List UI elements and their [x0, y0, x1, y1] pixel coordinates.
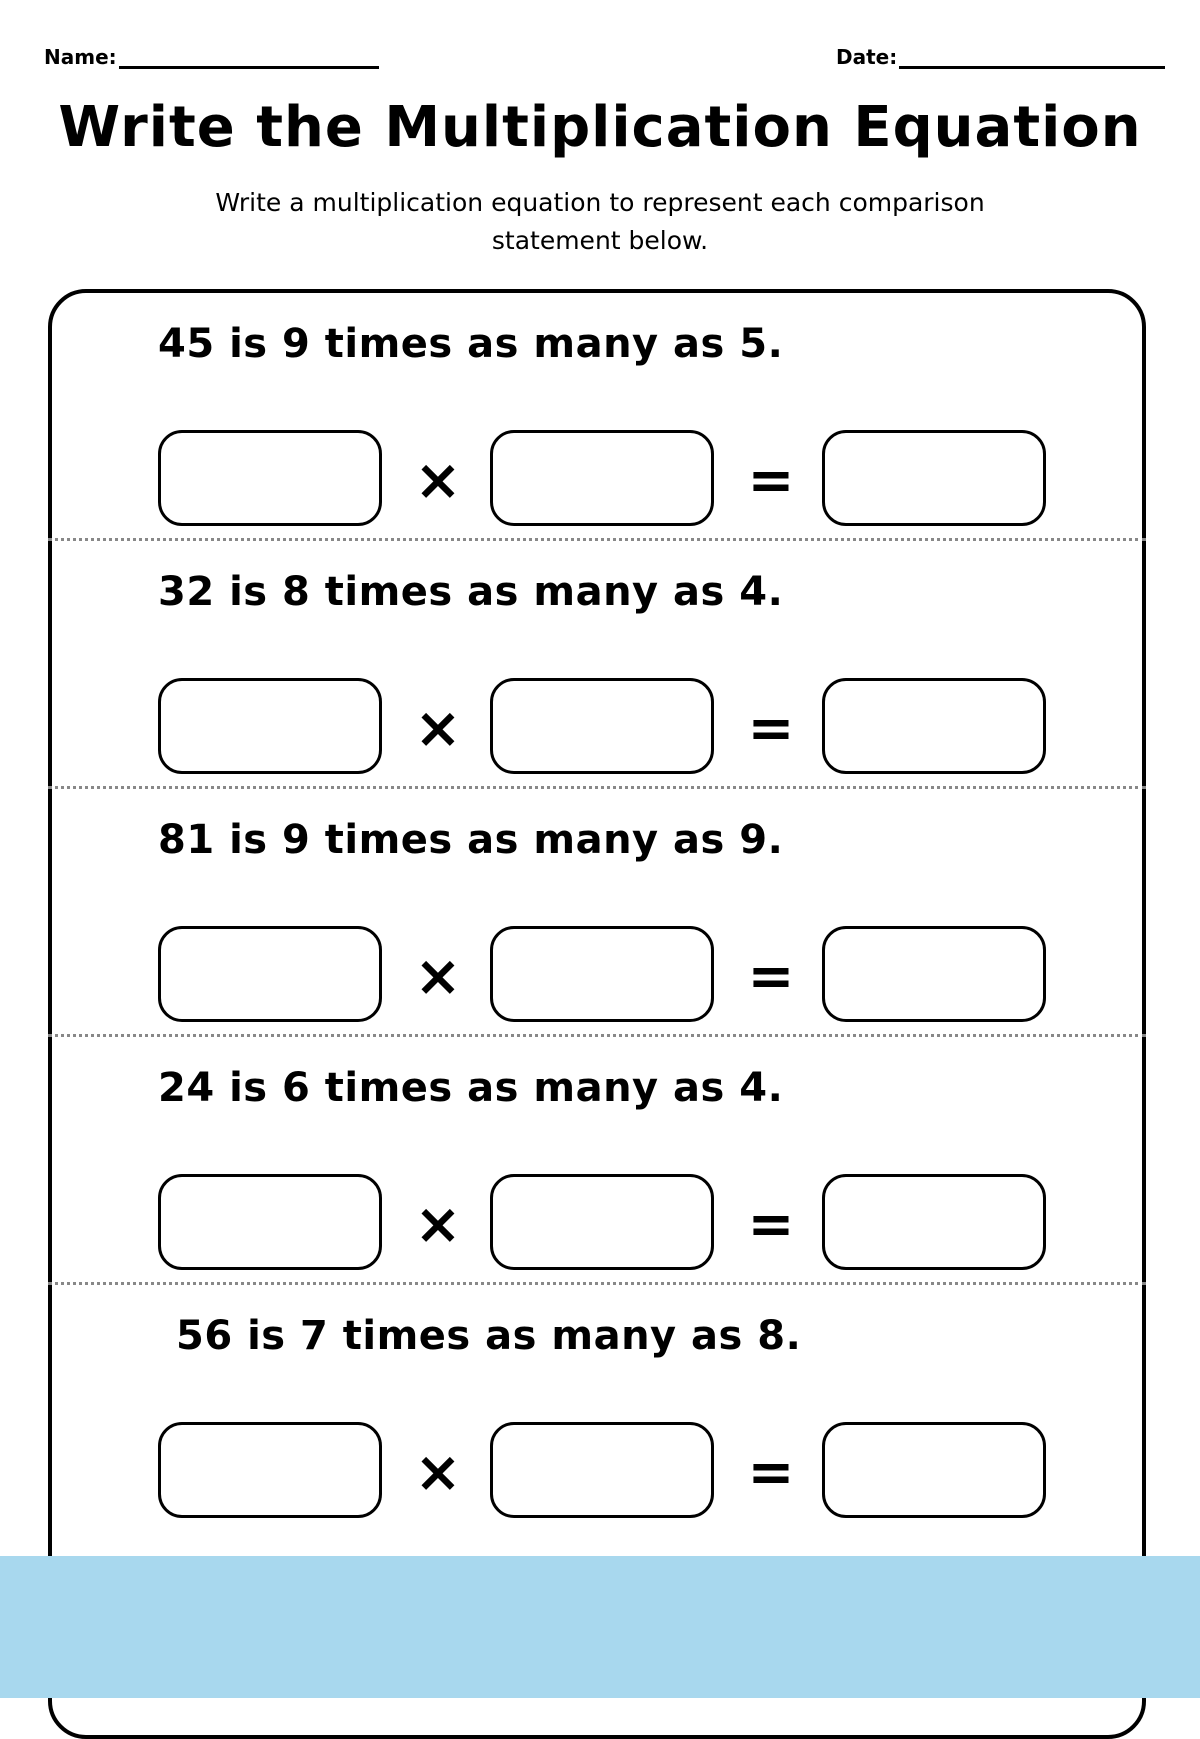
equals-sign: = — [747, 448, 795, 513]
answer-box-product[interactable] — [822, 678, 1046, 774]
answer-box-factor-1[interactable] — [158, 1174, 382, 1270]
answer-box-product[interactable] — [822, 1174, 1046, 1270]
times-sign: × — [414, 1440, 462, 1505]
problem-statement: 32 is 8 times as many as 4. — [158, 569, 784, 615]
equals-sign: = — [747, 1440, 795, 1505]
problem-2 — [52, 541, 1142, 789]
equals-sign: = — [747, 696, 795, 761]
answer-box-factor-2[interactable] — [490, 1422, 714, 1518]
worksheet-title: Write the Multiplication Equation — [58, 95, 1142, 160]
problem-statement: 24 is 6 times as many as 4. — [158, 1065, 784, 1111]
problem-statement: 56 is 7 times as many as 8. — [176, 1313, 802, 1359]
answer-box-factor-1[interactable] — [158, 678, 382, 774]
answer-box-factor-1[interactable] — [158, 430, 382, 526]
answer-box-factor-1[interactable] — [158, 1422, 382, 1518]
times-sign: × — [414, 944, 462, 1009]
worksheet-instructions: Write a multiplication equation to represent each comparison statement below. — [215, 188, 985, 255]
answer-box-factor-2[interactable] — [490, 430, 714, 526]
times-sign: × — [414, 448, 462, 513]
equals-sign: = — [747, 1192, 795, 1257]
name-line[interactable] — [119, 40, 379, 69]
times-sign: × — [414, 696, 462, 761]
problems-panel — [48, 289, 1146, 1739]
header-row — [44, 40, 1156, 74]
name-label: Name: — [44, 45, 117, 69]
problem-1 — [52, 293, 1142, 541]
problem-statement: 81 is 9 times as many as 9. — [158, 817, 784, 863]
answer-box-factor-2[interactable] — [490, 926, 714, 1022]
problem-5 — [52, 1285, 1142, 1533]
problem-3 — [52, 789, 1142, 1037]
bottom-color-band — [0, 1556, 1200, 1698]
date-line[interactable] — [899, 40, 1165, 69]
answer-box-product[interactable] — [822, 1422, 1046, 1518]
name-field[interactable] — [44, 40, 379, 69]
problem-statement: 45 is 9 times as many as 5. — [158, 321, 784, 367]
answer-box-product[interactable] — [822, 926, 1046, 1022]
answer-box-factor-1[interactable] — [158, 926, 382, 1022]
answer-box-product[interactable] — [822, 430, 1046, 526]
date-label: Date: — [836, 45, 898, 69]
date-field[interactable] — [836, 40, 1165, 69]
equals-sign: = — [747, 944, 795, 1009]
times-sign: × — [414, 1192, 462, 1257]
problem-4 — [52, 1037, 1142, 1285]
answer-box-factor-2[interactable] — [490, 1174, 714, 1270]
answer-box-factor-2[interactable] — [490, 678, 714, 774]
